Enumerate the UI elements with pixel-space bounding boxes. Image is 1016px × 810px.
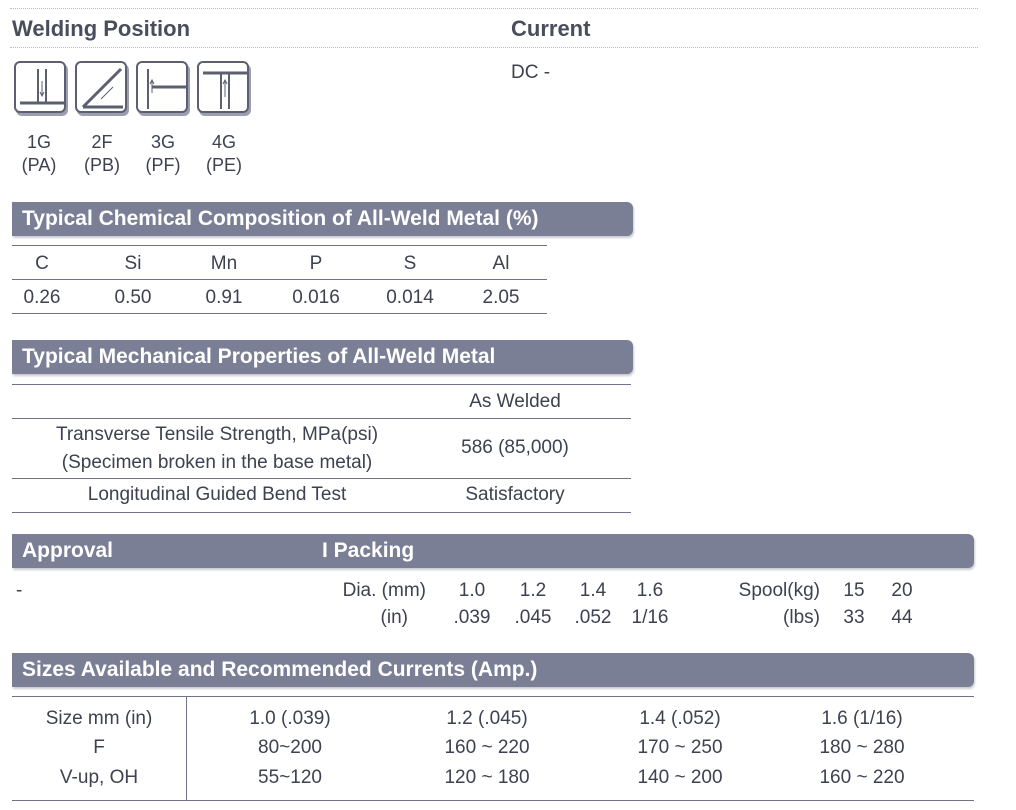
dia-in-value: .039	[453, 607, 491, 628]
sizes-header: Sizes Available and Recommended Currents (Amp.)	[12, 653, 974, 687]
size-cell: 80~200	[258, 737, 322, 758]
table-rule	[12, 279, 547, 280]
table-rule	[12, 696, 974, 697]
dia-mm-value: 1.4	[579, 580, 607, 601]
table-rule	[12, 418, 631, 419]
dia-mm-label: Dia. (mm)	[342, 580, 426, 601]
column-divider	[186, 697, 187, 800]
position-label: 3G (PF)	[145, 132, 181, 175]
size-cell: 160 ~ 220	[819, 767, 905, 788]
chem-header-mn: Mn	[210, 253, 238, 274]
row-label-size: Size mm (in)	[45, 708, 153, 729]
bend-test-label: Longitudinal Guided Bend Test	[87, 484, 347, 505]
horizontal-fillet-icon	[75, 61, 127, 113]
spool-lbs-value: 44	[891, 607, 913, 628]
spool-kg-value: 15	[843, 580, 865, 601]
packing-title: I Packing	[322, 539, 415, 562]
table-rule	[12, 384, 631, 385]
size-cell: 120 ~ 180	[444, 767, 530, 788]
table-rule	[12, 800, 974, 801]
bend-test-value: Satisfactory	[465, 484, 565, 505]
chem-header-s: S	[403, 253, 417, 274]
chem-value-p: 0.016	[292, 287, 340, 308]
size-cell: 55~120	[258, 767, 322, 788]
position-label: 1G (PA)	[21, 132, 57, 175]
spool-kg-label: Spool(kg)	[738, 580, 820, 601]
flat-groove-icon	[14, 61, 66, 113]
vertical-up-icon	[136, 61, 188, 113]
approval-title: Approval	[22, 539, 114, 562]
table-rule	[12, 512, 631, 513]
position-label: 4G (PE)	[206, 132, 242, 175]
dia-mm-value: 1.6	[636, 580, 664, 601]
chemical-composition-header: Typical Chemical Composition of All-Weld Metal (%)	[12, 202, 633, 236]
welding-position-title: Welding Position	[12, 16, 191, 41]
chem-header-p: P	[309, 253, 323, 274]
size-cell: 1.4 (.052)	[639, 708, 721, 729]
size-cell: 1.2 (.045)	[446, 708, 528, 729]
size-cell: 140 ~ 200	[637, 767, 723, 788]
chem-value-s: 0.014	[386, 287, 434, 308]
chem-value-mn: 0.91	[205, 287, 243, 308]
table-rule	[12, 478, 631, 479]
chem-header-al: Al	[492, 253, 510, 274]
size-cell: 160 ~ 220	[444, 737, 530, 758]
spool-lbs-label: (lbs)	[783, 607, 820, 628]
size-cell: 1.0 (.039)	[249, 708, 331, 729]
dia-mm-value: 1.0	[458, 580, 486, 601]
table-rule	[12, 245, 547, 246]
current-value: DC -	[511, 62, 551, 83]
row-label-vup-oh: V-up, OH	[59, 767, 139, 788]
dia-in-value: 1/16	[631, 607, 669, 628]
chem-header-si: Si	[124, 253, 142, 274]
overhead-icon	[197, 61, 249, 113]
chem-value-c: 0.26	[23, 287, 61, 308]
mechanical-properties-header: Typical Mechanical Properties of All-Weld Metal	[12, 340, 633, 374]
spool-kg-value: 20	[891, 580, 913, 601]
tensile-label-line1: Transverse Tensile Strength, MPa(psi)	[55, 424, 379, 445]
table-rule	[12, 313, 547, 314]
dia-in-label: (in)	[380, 607, 408, 628]
chem-header-c: C	[35, 253, 49, 274]
dia-in-value: .052	[574, 607, 612, 628]
approval-value: -	[16, 580, 23, 601]
size-cell: 170 ~ 250	[637, 737, 723, 758]
dia-in-value: .045	[514, 607, 552, 628]
dia-mm-value: 1.2	[519, 580, 547, 601]
tensile-label-line2: (Specimen broken in the base metal)	[61, 452, 373, 473]
chem-value-al: 2.05	[482, 287, 520, 308]
spool-lbs-value: 33	[843, 607, 865, 628]
top-divider	[10, 8, 978, 9]
as-welded-header: As Welded	[469, 391, 561, 412]
row-label-f: F	[93, 737, 105, 758]
tensile-value: 586 (85,000)	[461, 437, 569, 458]
header-divider	[10, 47, 978, 48]
size-cell: 180 ~ 280	[819, 737, 905, 758]
current-title: Current	[511, 16, 591, 41]
position-label: 2F (PB)	[84, 132, 120, 175]
approval-packing-header	[12, 534, 974, 568]
size-cell: 1.6 (1/16)	[821, 708, 903, 729]
chem-value-si: 0.50	[114, 287, 152, 308]
